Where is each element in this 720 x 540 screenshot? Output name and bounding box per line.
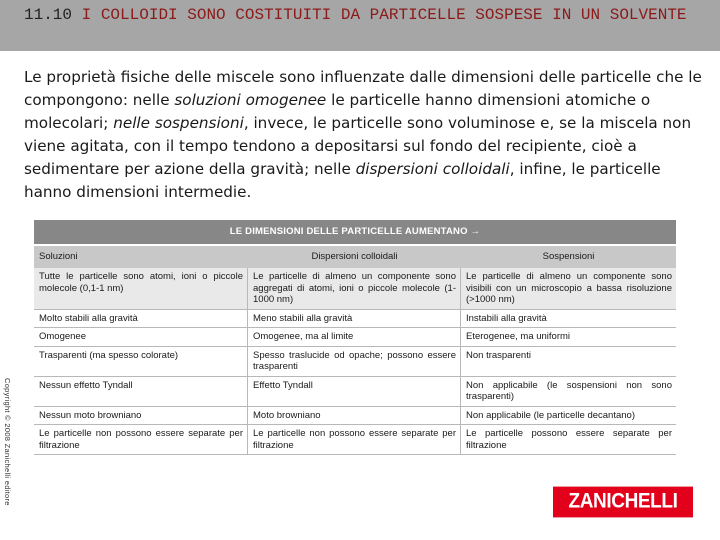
table-row	[34, 268, 676, 310]
paragraph-text-4: , infine, le particelle hanno dimensioni intermedie.	[24, 159, 661, 201]
table-row	[34, 328, 676, 347]
table-cell: Moto browniano	[248, 407, 461, 425]
section-title: I COLLOIDI SONO COSTITUITI DA PARTICELLE SOSPESE IN UN SOLVENTE	[81, 6, 687, 24]
table-cell: Tutte le particelle sono atomi, ioni o piccole molecole (0,1-1 nm)	[34, 268, 248, 309]
title-bar	[0, 0, 720, 51]
section-number: 11.10	[24, 6, 73, 24]
table-cell: Le particelle non possono essere separate per filtrazione	[248, 425, 461, 454]
table-column-headers	[34, 246, 676, 268]
paragraph-emphasis-1: soluzioni omogenee	[174, 90, 327, 109]
table-body	[34, 268, 676, 455]
table-title: LE DIMENSIONI DELLE PARTICELLE AUMENTANO →	[34, 220, 676, 244]
table-cell: Eterogenee, ma uniformi	[466, 331, 571, 342]
table-row	[34, 377, 676, 407]
table-cell: Instabili alla gravità	[466, 312, 547, 324]
table-cell: Le particelle possono essere separate per filtrazione	[466, 428, 672, 451]
intro-paragraph	[24, 66, 704, 203]
table-cell: Non applicabile (le particelle decantano)	[466, 409, 635, 421]
paragraph-emphasis-3: dispersioni colloidali	[355, 159, 510, 178]
table-cell: Omogenee, ma al limite	[248, 328, 461, 346]
copyright-notice: Copyright © 2008 Zanichelli editore	[3, 378, 12, 506]
table-row	[34, 347, 676, 377]
zanichelli-logo: ZANICHELLI	[553, 487, 693, 518]
table-row	[34, 425, 676, 455]
table-row	[34, 310, 676, 329]
paragraph-text-1: Le proprietà fisiche delle miscele sono influenzate dalle dimensioni delle particelle che le compongono: nelle	[24, 68, 702, 109]
column-header-dispersioni: Dispersioni colloidali	[311, 251, 398, 262]
table-cell: Non applicabile (le sospensioni non sono trasparenti)	[466, 379, 672, 402]
table-row	[34, 407, 676, 426]
table-cell: Le particelle di almeno un componente sono visibili con un microscopio a bassa risoluzione (>1000 nm)	[466, 271, 672, 305]
paragraph-text-3: , invece, le particelle sono voluminose e, se la miscela non viene agitata, con il tempo tendono a depositarsi sul fondo del recipiente, cioè a sedimentare per azione della gravità; nelle	[24, 113, 692, 178]
slide-title	[24, 6, 714, 25]
table-cell: Nessun effetto Tyndall	[34, 377, 248, 406]
column-header-soluzioni: Soluzioni	[39, 251, 78, 262]
table-cell: Omogenee	[34, 328, 248, 346]
comparison-table	[34, 220, 676, 455]
paragraph-text-2: le particelle hanno dimensioni atomiche o molecolari;	[24, 90, 651, 132]
paragraph-emphasis-2: nelle sospensioni	[113, 113, 244, 132]
table-cell: Le particelle di almeno un componente sono aggregati di atomi, ioni o piccole molecole (1-1000 nm)	[248, 268, 461, 309]
table-cell: Le particelle non possono essere separate per filtrazione	[34, 425, 248, 454]
table-cell: Non trasparenti	[466, 349, 531, 361]
table-cell: Spesso traslucide od opache; possono essere trasparenti	[248, 347, 461, 376]
table-cell: Molto stabili alla gravità	[34, 310, 248, 328]
table-cell: Trasparenti (ma spesso colorate)	[34, 347, 248, 376]
column-header-sospensioni: Sospensioni	[542, 251, 595, 262]
table-cell: Meno stabili alla gravità	[248, 310, 461, 328]
table-cell: Nessun moto browniano	[34, 407, 248, 425]
table-cell: Effetto Tyndall	[248, 377, 461, 406]
